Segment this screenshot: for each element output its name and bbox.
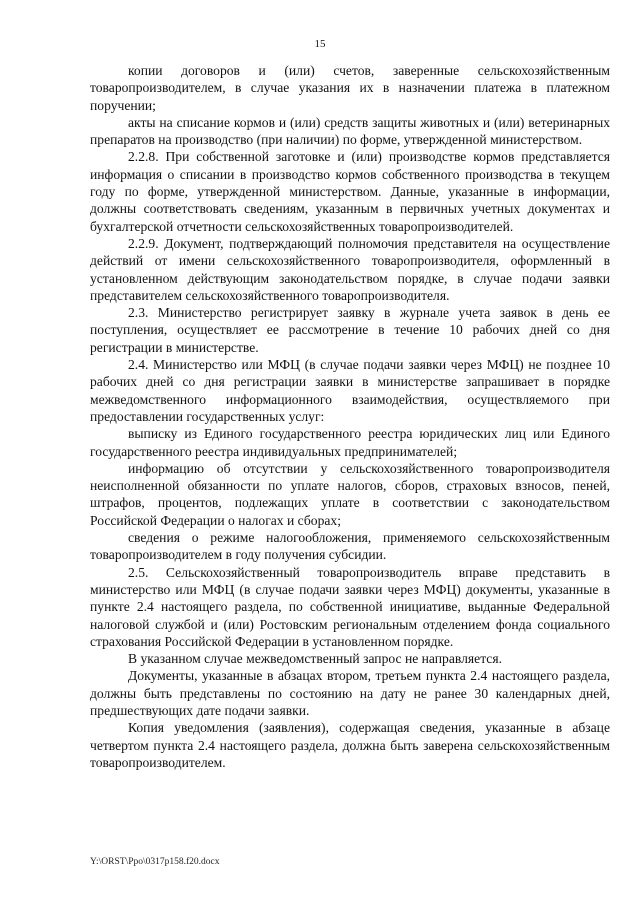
footer-file-path: Y:\ORST\Ppo\0317p158.f20.docx [90,857,220,867]
document-body [90,62,610,771]
paragraph-2-4: 2.4. Министерство или МФЦ (в случае подачи заявки через МФЦ) не позднее 10 рабочих дней со дня регистрации заявки в министерстве запрашивает в порядке межведомственного информационного взаимодействия, осуществляемого при предоставлении государственных услуг: [90,357,610,424]
paragraph-2-5: 2.5. Сельскохозяйственный товаропроизводитель вправе представить в министерство или МФЦ (в случае подачи заявки через МФЦ) документы, указанные в пункте 2.4 настоящего раздела, по собственной инициативе, выданные Федеральной налоговой службой и (или) Ростовским региональным отделением фонда социального страхования Российской Федерации в установленном порядке. [90,564,610,649]
paragraph-tax-regime: сведения о режиме налогообложения, применяемого сельскохозяйственным товаропроизводителем в году получения субсидии. [90,530,610,563]
paragraph-registry-extract: выписку из Единого государственного реестра юридических лиц или Единого государственного реестра индивидуальных предпринимателей; [90,426,610,459]
paragraph-writeoff-acts: акты на списание кормов и (или) средств защиты животных и (или) ветеринарных препаратов на производство (при наличии) по форме, утвержденной министерством. [90,114,610,148]
paragraph-notice-copy: Копия уведомления (заявления), содержащая сведения, указанные в абзаце четвертом пункта 2.4 настоящего раздела, должна быть заверена сельскохозяйственным товаропроизводителем. [90,720,610,770]
paragraph-2-2-9: 2.2.9. Документ, подтверждающий полномочия представителя на осуществление действий от имени сельскохозяйственного товаропроизводителя, оформленный в установленном действующим законодательством порядке, в случае подачи заявки представителем сельскохозяйственного товаропроизводителя. [90,235,610,303]
paragraph-document-dates: Документы, указанные в абзацах втором, третьем пункта 2.4 настоящего раздела, должны быть представлены по состоянию на дату не ранее 30 календарных дней, предшествующих дате подачи заявки. [90,668,610,718]
page-number: 15 [314,38,326,50]
paragraph-no-request: В указанном случае межведомственный запрос не направляется. [128,651,502,667]
paragraph-2-3: 2.3. Министерство регистрирует заявку в журнале учета заявок в день ее поступления, осуществляет ее рассмотрение в течение 10 рабочих дней со дня регистрации в министерстве. [90,305,610,355]
paragraph-2-2-8: 2.2.8. При собственной заготовке и (или) производстве кормов представляется информация о списании в производство кормов собственного производства в текущем году по форме, утвержденной министерством. Данные, указанные в информации, должны соответствовать сведениям, указанным в первичных учетных документах и бухгалтерской отчетности сельскохозяйственных товаропроизводителей. [90,149,610,234]
paragraph-tax-debt-info: информацию об отсутствии у сельскохозяйственного товаропроизводителя неисполненной обязанности по уплате налогов, сборов, страховых взносов, пеней, штрафов, процентов, подлежащих уплате в соответствии с законодательством Российской Федерации о налогах и сборах; [90,460,610,528]
paragraph-contract-copies: копии договоров и (или) счетов, заверенные сельскохозяйственным товаропроизводителем, в случае указания их в назначении платежа в платежном поручении; [90,63,610,113]
